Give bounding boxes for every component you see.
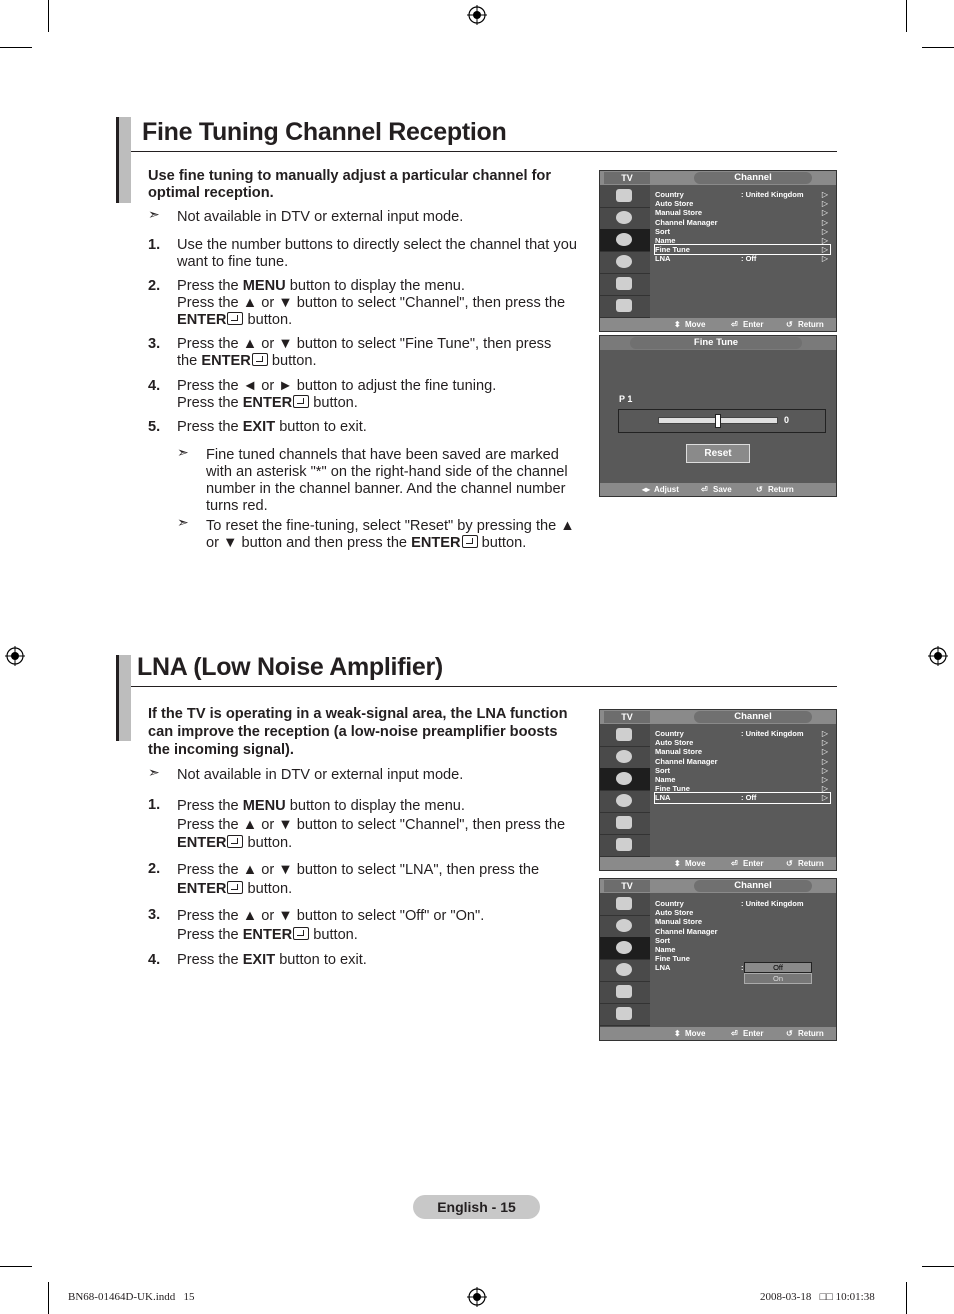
support-icon[interactable] bbox=[600, 295, 650, 318]
section-underline bbox=[131, 151, 837, 152]
osd-item-country[interactable]: Country : United Kingdom ▷ bbox=[655, 729, 828, 738]
return-icon: ↺ bbox=[786, 320, 793, 329]
channel-icon[interactable] bbox=[600, 229, 650, 252]
section-title: LNA (Low Noise Amplifier) bbox=[137, 653, 443, 681]
osd-channel-menu bbox=[599, 170, 837, 332]
crop-mark bbox=[0, 47, 32, 48]
picture-icon[interactable] bbox=[600, 724, 650, 747]
osd-help-bar: ⬍ Move ⏎ Enter ↺ Return bbox=[600, 1027, 836, 1040]
osd-item-channel-manager[interactable]: Channel Manager ▷ bbox=[655, 756, 828, 766]
sound-icon[interactable] bbox=[600, 915, 650, 938]
step-text: Press the ◄ or ► button to adjust the fine tuning. Press the ENTER button. bbox=[177, 378, 497, 411]
crop-mark bbox=[906, 1282, 907, 1314]
step-number: 3. bbox=[148, 336, 161, 352]
osd-item-manual-store[interactable]: Manual Store ▷ bbox=[655, 747, 828, 757]
osd-item-name[interactable]: Name ▷ bbox=[655, 774, 828, 784]
registration-mark-icon bbox=[467, 5, 487, 25]
osd-item-lna[interactable]: LNA : bbox=[655, 963, 744, 973]
crop-mark bbox=[922, 1266, 954, 1267]
osd-item-sort[interactable]: Sort ▷ bbox=[655, 226, 828, 236]
osd-item-fine-tune[interactable]: Fine Tune bbox=[655, 954, 690, 964]
note-text: Not available in DTV or external input mode. bbox=[177, 209, 464, 225]
sound-icon[interactable] bbox=[600, 746, 650, 769]
channel-icon[interactable] bbox=[600, 768, 650, 791]
osd-item-channel-manager[interactable]: Channel Manager bbox=[655, 926, 718, 936]
page-number: English - 15 bbox=[413, 1195, 540, 1219]
step-text: Press the EXIT button to exit. bbox=[177, 952, 367, 968]
osd-menu-title: Channel bbox=[694, 880, 812, 892]
osd-item-fine-tune[interactable]: Fine Tune ▷ bbox=[655, 245, 828, 255]
picture-icon[interactable] bbox=[600, 893, 650, 916]
step-number: 3. bbox=[148, 907, 161, 923]
crop-mark bbox=[48, 0, 49, 32]
enter-icon: ⏎ bbox=[731, 1029, 738, 1038]
return-icon: ↺ bbox=[786, 1029, 793, 1038]
osd-tv-label: TV bbox=[604, 172, 650, 184]
sound-icon[interactable] bbox=[600, 207, 650, 230]
osd-item-manual-store[interactable]: Manual Store ▷ bbox=[655, 208, 828, 218]
crop-mark bbox=[922, 47, 954, 48]
registration-mark-icon bbox=[467, 1287, 487, 1307]
move-icon: ⬍ bbox=[674, 1029, 681, 1038]
step-text: Press the ▲ or ▼ button to select "Fine Tune", then press the ENTER button. bbox=[177, 336, 552, 369]
step-text: Press the EXIT button to exit. bbox=[177, 419, 367, 435]
support-icon[interactable] bbox=[600, 834, 650, 857]
input-icon[interactable] bbox=[600, 812, 650, 835]
step-text: Press the MENU button to display the menu. Press the ▲ or ▼ button to select "Channel", then press the ENTER button. bbox=[177, 278, 566, 328]
osd-item-auto-store[interactable]: Auto Store bbox=[655, 908, 694, 918]
osd-menu-title: Fine Tune bbox=[630, 337, 802, 349]
lna-option-off[interactable]: Off bbox=[744, 962, 812, 973]
section-bar bbox=[116, 117, 131, 203]
step-number: 2. bbox=[148, 861, 161, 877]
step-number: 4. bbox=[148, 952, 161, 968]
step-text: Use the number buttons to directly select the channel that you want to fine tune. bbox=[177, 237, 577, 270]
enter-icon: ⏎ bbox=[731, 859, 738, 868]
enter-icon bbox=[252, 353, 268, 366]
registration-mark-icon bbox=[928, 646, 948, 666]
osd-sidebar bbox=[600, 724, 650, 857]
osd-help-bar: ◂▸ Adjust ⏎ Save ↺ Return bbox=[600, 483, 836, 496]
channel-number: P 1 bbox=[619, 394, 633, 404]
enter-icon bbox=[227, 835, 243, 848]
adjust-icon: ◂▸ bbox=[642, 485, 651, 494]
osd-item-sort[interactable]: Sort ▷ bbox=[655, 765, 828, 775]
osd-item-sort[interactable]: Sort bbox=[655, 935, 670, 945]
move-icon: ⬍ bbox=[674, 859, 681, 868]
osd-tv-label: TV bbox=[604, 880, 650, 892]
enter-icon: ⏎ bbox=[731, 320, 738, 329]
move-icon: ⬍ bbox=[674, 320, 681, 329]
osd-help-bar: ⬍ Move ⏎ Enter ↺ Return bbox=[600, 857, 836, 870]
save-icon: ⏎ bbox=[701, 485, 708, 494]
intro-text: If the TV is operating in a weak-signal area, the LNA function can improve the reception (a low-noise preamplifier boosts the incoming signal). bbox=[148, 706, 568, 758]
enter-icon bbox=[227, 881, 243, 894]
intro-text: Use fine tuning to manually adjust a particular channel for optimal reception. bbox=[148, 168, 552, 201]
note-arrow-icon: ➣ bbox=[177, 514, 189, 530]
osd-item-lna[interactable]: LNA : Off ▷ bbox=[655, 254, 828, 264]
step-number: 2. bbox=[148, 278, 161, 294]
enter-icon bbox=[293, 395, 309, 408]
note-arrow-icon: ➣ bbox=[148, 764, 160, 780]
osd-sidebar bbox=[600, 893, 650, 1027]
section-underline bbox=[131, 686, 837, 687]
step-number: 1. bbox=[148, 797, 161, 813]
osd-item-name[interactable]: Name ▷ bbox=[655, 235, 828, 245]
step-text: Press the ▲ or ▼ button to select "LNA", then press the ENTER button. bbox=[177, 862, 540, 897]
osd-sidebar bbox=[600, 185, 650, 318]
step-number: 1. bbox=[148, 237, 161, 253]
note-arrow-icon: ➣ bbox=[177, 444, 189, 460]
osd-item-manual-store[interactable]: Manual Store bbox=[655, 917, 703, 927]
enter-icon bbox=[293, 927, 309, 940]
osd-item-lna[interactable]: LNA : Off ▷ bbox=[655, 793, 828, 803]
osd-item-auto-store[interactable]: Auto Store ▷ bbox=[655, 738, 828, 748]
osd-item-auto-store[interactable]: Auto Store ▷ bbox=[655, 199, 828, 209]
setup-icon[interactable] bbox=[600, 251, 650, 274]
osd-channel-menu bbox=[599, 709, 837, 871]
osd-help-bar: ⬍ Move ⏎ Enter ↺ Return bbox=[600, 318, 836, 331]
section-bar bbox=[116, 655, 131, 741]
print-date-info: 2008-03-18 □□ 10:01:38 bbox=[760, 1291, 875, 1303]
osd-item-name[interactable]: Name bbox=[655, 944, 676, 954]
reset-button[interactable]: Reset bbox=[686, 444, 750, 463]
return-icon: ↺ bbox=[756, 485, 763, 494]
step-text: Press the MENU button to display the menu. Press the ▲ or ▼ button to select "Channel", then press the ENTER button. bbox=[177, 798, 566, 851]
step-text: Press the ▲ or ▼ button to select "Off" or "On". Press the ENTER button. bbox=[177, 908, 485, 943]
step-number: 5. bbox=[148, 419, 161, 435]
crop-mark bbox=[906, 0, 907, 32]
channel-icon[interactable] bbox=[600, 937, 650, 960]
lna-option-on[interactable]: On bbox=[744, 973, 812, 984]
osd-channel-menu bbox=[599, 878, 837, 1041]
setup-icon[interactable] bbox=[600, 959, 650, 982]
crop-mark bbox=[48, 1282, 49, 1314]
print-file-info: BN68-01464D-UK.indd 15 bbox=[68, 1291, 195, 1303]
fine-tune-box bbox=[618, 409, 826, 433]
osd-item-channel-manager[interactable]: Channel Manager ▷ bbox=[655, 217, 828, 227]
crop-mark bbox=[0, 1266, 32, 1267]
input-icon[interactable] bbox=[600, 273, 650, 296]
return-icon: ↺ bbox=[786, 859, 793, 868]
osd-fine-tune bbox=[599, 335, 837, 497]
input-icon[interactable] bbox=[600, 981, 650, 1004]
note-text: Not available in DTV or external input mode. bbox=[177, 767, 464, 783]
fine-tune-slider[interactable] bbox=[658, 417, 778, 424]
osd-menu-title: Channel bbox=[694, 172, 812, 184]
osd-item-country[interactable]: Country : United Kingdom ▷ bbox=[655, 190, 828, 199]
note-text: To reset the fine-tuning, select "Reset" by pressing the ▲ or ▼ button and then press the ENTER button. bbox=[206, 518, 575, 551]
registration-mark-icon bbox=[5, 646, 25, 666]
support-icon[interactable] bbox=[600, 1003, 650, 1026]
osd-menu-title: Channel bbox=[694, 711, 812, 723]
osd-item-fine-tune[interactable]: Fine Tune ▷ bbox=[655, 784, 828, 794]
note-arrow-icon: ➣ bbox=[148, 206, 160, 222]
picture-icon[interactable] bbox=[600, 185, 650, 208]
osd-item-country[interactable]: Country : United Kingdom bbox=[655, 899, 804, 908]
enter-icon bbox=[462, 535, 478, 548]
section-title: Fine Tuning Channel Reception bbox=[142, 118, 507, 146]
fine-tune-value: 0 bbox=[784, 415, 790, 425]
osd-tv-label: TV bbox=[604, 711, 650, 723]
note-text: Fine tuned channels that have been saved are marked with an asterisk "*" on the right-hand side of the channel number in the channel banner. And the channel number turns red. bbox=[206, 447, 568, 514]
enter-icon bbox=[227, 312, 243, 325]
step-number: 4. bbox=[148, 378, 161, 394]
setup-icon[interactable] bbox=[600, 790, 650, 813]
slider-thumb[interactable] bbox=[715, 414, 721, 428]
